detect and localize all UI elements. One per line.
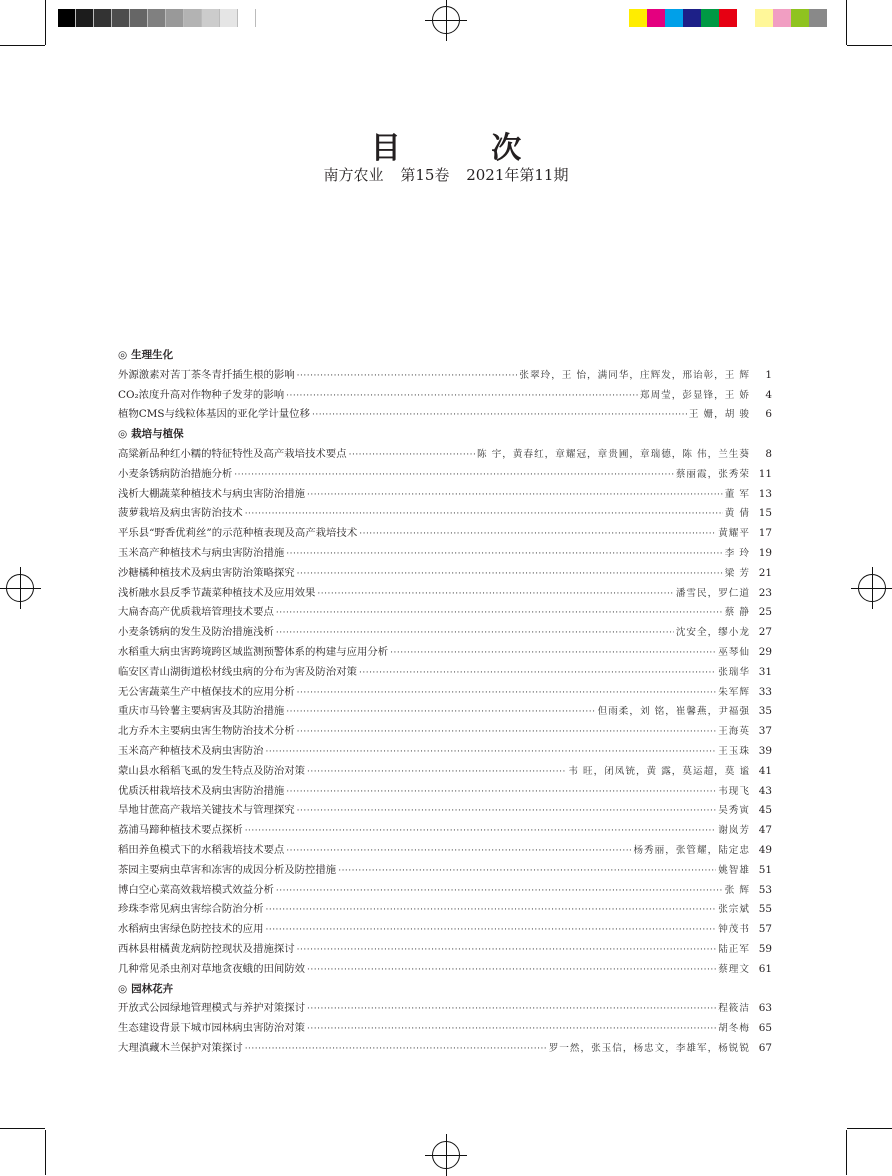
article-authors: 杨秀丽，张管耀，陆定忠 (633, 844, 750, 856)
dot-leader (286, 544, 723, 564)
color-swatch (809, 9, 827, 27)
toc-entry[interactable] (118, 524, 772, 544)
page-number: 33 (758, 685, 772, 698)
article-title: 无公害蔬菜生产中植保技术的应用分析 (118, 685, 295, 698)
gray-swatch (112, 9, 130, 27)
section-heading (118, 346, 772, 366)
dot-leader (265, 920, 716, 940)
article-authors: 程筱洁 (718, 1003, 750, 1015)
crop-mark (846, 1130, 847, 1175)
article-title: 茶园主要病虫草害和冻害的成因分析及防控措施 (118, 863, 337, 876)
article-title: 荔浦马蹄种植技术要点探析 (118, 824, 243, 837)
article-authors: 蔡理文 (718, 963, 750, 975)
crop-mark (45, 1130, 46, 1175)
dot-leader (297, 801, 717, 821)
article-title: 小麦条锈病防治措施分析 (118, 467, 233, 480)
article-authors: 朱军辉 (718, 686, 750, 698)
dot-leader (307, 960, 716, 980)
toc-entry[interactable] (118, 1019, 772, 1039)
registration-mark (6, 574, 34, 602)
gray-swatch (220, 9, 238, 27)
color-swatch (773, 9, 791, 27)
article-authors: 蔡丽霞，张秀荣 (675, 468, 750, 480)
dot-leader (307, 762, 566, 782)
toc-entry[interactable] (118, 405, 772, 425)
article-authors: 沈安全，缪小龙 (675, 627, 750, 639)
toc-entry[interactable] (118, 900, 772, 920)
dot-leader (317, 584, 673, 604)
page-number: 35 (758, 705, 772, 718)
section-heading (118, 980, 772, 1000)
page-number: 43 (758, 784, 772, 797)
toc-entry[interactable] (118, 940, 772, 960)
article-title: 西林县柑橘黄龙病防控现状及措施探讨 (118, 942, 295, 955)
page-number: 59 (758, 942, 772, 955)
gray-swatch (58, 9, 76, 27)
dot-leader (297, 564, 723, 584)
toc-entry[interactable] (118, 960, 772, 980)
gray-swatch (238, 9, 256, 27)
toc-entry[interactable] (118, 782, 772, 802)
article-authors: 黄耀平 (718, 528, 750, 540)
color-swatch (719, 9, 737, 27)
article-authors: 韦 旺，闭凤铳，黄 露，莫运超，莫 谧 (568, 765, 750, 777)
dot-leader (307, 999, 716, 1019)
article-authors: 蔡 静 (724, 607, 750, 619)
article-title: 水稻重大病虫害跨境跨区域监测预警体系的构建与应用分析 (118, 645, 389, 658)
dot-leader (265, 742, 716, 762)
article-title: 北方乔木主要病虫害生物防治技术分析 (118, 725, 295, 738)
registration-mark (432, 6, 460, 34)
dot-leader (297, 940, 717, 960)
article-title: 菠萝栽培及病虫害防治技术 (118, 507, 243, 520)
crop-mark (847, 45, 892, 46)
page-number: 61 (758, 962, 772, 975)
registration-mark (858, 574, 886, 602)
page-number: 57 (758, 923, 772, 936)
gray-swatch (166, 9, 184, 27)
toc-entry[interactable] (118, 623, 772, 643)
dot-leader (312, 405, 687, 425)
color-calibration-bar (629, 9, 827, 27)
page-number: 27 (758, 626, 772, 639)
page-title: 目 次 (370, 131, 562, 166)
article-authors: 钟茂书 (718, 924, 750, 936)
page-number: 29 (758, 645, 772, 658)
crop-mark (45, 0, 46, 45)
page-number: 67 (758, 1041, 772, 1054)
toc-entry[interactable] (118, 564, 772, 584)
article-authors: 王 姗，胡 骏 (688, 409, 750, 421)
color-swatch (665, 9, 683, 27)
dot-leader (297, 683, 717, 703)
toc-entry[interactable] (118, 881, 772, 901)
article-title: 大扁杏高产优质栽培管理技术要点 (118, 606, 274, 619)
toc-entry[interactable] (118, 999, 772, 1019)
crop-mark (847, 1128, 892, 1129)
toc-entry[interactable] (118, 722, 772, 742)
section-bullet-icon: ◎ (118, 982, 128, 995)
article-title: 优质沃柑栽培技术及病虫害防治措施 (118, 784, 285, 797)
article-authors: 王海英 (718, 726, 750, 738)
page-number: 8 (765, 447, 772, 460)
article-title: 高粱新品种红小糯的特征特性及高产栽培技术要点 (118, 447, 347, 460)
article-title: 外源激素对苦丁茶冬青扦插生根的影响 (118, 368, 295, 381)
article-authors: 张宗斌 (718, 904, 750, 916)
toc-entry[interactable] (118, 1039, 772, 1059)
dot-leader (245, 504, 723, 524)
toc-entry[interactable] (118, 861, 772, 881)
toc-entry[interactable] (118, 663, 772, 683)
article-title: 珍珠李常见病虫害综合防治分析 (118, 903, 264, 916)
article-authors: 张瑞华 (718, 666, 750, 678)
article-authors: 黄 倩 (724, 508, 750, 520)
article-authors: 姚智雄 (718, 864, 750, 876)
article-title: 几种常见杀虫剂对草地贪夜蛾的田间防效 (118, 962, 306, 975)
crop-mark (0, 45, 45, 46)
article-authors: 郑周莹，彭显锋，王 娇 (640, 389, 750, 401)
dot-leader (286, 782, 716, 802)
page-number: 49 (758, 843, 772, 856)
page-number: 23 (758, 586, 772, 599)
page-number: 25 (758, 606, 772, 619)
toc-entry[interactable] (118, 742, 772, 762)
page-number: 63 (758, 1002, 772, 1015)
article-title: 大理滇藏木兰保护对策探讨 (118, 1041, 243, 1054)
page-number: 45 (758, 804, 772, 817)
crop-mark (846, 0, 847, 45)
article-title: 开放式公园绿地管理模式与养护对策探讨 (118, 1002, 306, 1015)
page-number: 4 (765, 388, 772, 401)
article-authors: 董 军 (724, 488, 750, 500)
article-authors: 巫琴仙 (718, 646, 750, 658)
article-title: 沙糖橘种植技术及病虫害防治策略探究 (118, 566, 295, 579)
table-of-contents (118, 346, 772, 1059)
toc-entry[interactable] (118, 445, 772, 465)
article-title: 玉米高产种植技术及病虫害防治 (118, 744, 264, 757)
dot-leader (245, 821, 717, 841)
dot-leader (349, 445, 475, 465)
toc-entry[interactable] (118, 386, 772, 406)
page-number: 41 (758, 764, 772, 777)
toc-entry[interactable] (118, 465, 772, 485)
dot-leader (276, 603, 723, 623)
page-number: 65 (758, 1022, 772, 1035)
toc-entry[interactable] (118, 801, 772, 821)
page-number: 13 (758, 487, 772, 500)
section-bullet-icon: ◎ (118, 428, 128, 441)
dot-leader (276, 881, 723, 901)
article-title: 稻田养鱼模式下的水稻栽培技术要点 (118, 843, 285, 856)
dot-leader (286, 386, 638, 406)
toc-entry[interactable] (118, 504, 772, 524)
gray-swatch (148, 9, 166, 27)
dot-leader (359, 663, 716, 683)
toc-entry[interactable] (118, 366, 772, 386)
dot-leader (307, 1019, 716, 1039)
toc-entry[interactable] (118, 821, 772, 841)
crop-mark (0, 1128, 45, 1129)
article-title: 水稻病虫害绿色防控技术的应用 (118, 923, 264, 936)
page-number: 21 (758, 566, 772, 579)
page-number: 19 (758, 546, 772, 559)
section-name: 园林花卉 (131, 982, 174, 995)
article-title: 博白空心菜高效栽培模式效益分析 (118, 883, 274, 896)
page-number: 1 (765, 368, 772, 381)
toc-entry[interactable] (118, 584, 772, 604)
journal-issue-line (0, 164, 892, 185)
section-name: 生理生化 (131, 349, 174, 361)
article-authors: 李 玲 (724, 547, 750, 559)
article-title: 生态建设背景下城市园林病虫害防治对策 (118, 1022, 306, 1035)
dot-leader (297, 722, 717, 742)
dot-leader (265, 900, 716, 920)
toc-entry[interactable] (118, 920, 772, 940)
page-number: 31 (758, 665, 772, 678)
volume-label: 第15卷 (400, 166, 450, 184)
color-swatch (629, 9, 647, 27)
page-number: 37 (758, 725, 772, 738)
article-authors: 张 辉 (724, 884, 750, 896)
dot-leader (307, 485, 723, 505)
page-number: 11 (758, 467, 772, 480)
toc-entry[interactable] (118, 603, 772, 623)
section-heading (118, 425, 772, 445)
color-swatch (701, 9, 719, 27)
page-number: 53 (758, 883, 772, 896)
article-authors: 张翠玲，王 怡，满同华，庄辉发，邢诒彰，王 辉 (519, 369, 750, 381)
toc-entry[interactable] (118, 762, 772, 782)
article-title: 浅析大棚蔬菜种植技术与病虫害防治措施 (118, 487, 306, 500)
toc-entry[interactable] (118, 544, 772, 564)
gray-swatch (130, 9, 148, 27)
gray-swatch (76, 9, 94, 27)
article-title: 平乐县“野香优莉丝”的示范种植表现及高产栽培技术 (118, 527, 358, 540)
page-number: 51 (758, 863, 772, 876)
page-number: 6 (765, 408, 772, 421)
article-title: 小麦条锈病的发生及防治措施浅析 (118, 626, 274, 639)
page-number: 15 (758, 507, 772, 520)
color-swatch (791, 9, 809, 27)
toc-entry[interactable] (118, 683, 772, 703)
article-title: CO₂浓度升高对作物种子发芽的影响 (118, 388, 285, 401)
section-bullet-icon: ◎ (118, 349, 128, 361)
article-authors: 罗一然，张玉信，杨忠文，李雄军，杨锐锐 (548, 1042, 750, 1054)
dot-leader (338, 861, 716, 881)
dot-leader (286, 841, 631, 861)
dot-leader (390, 643, 716, 663)
color-swatch (683, 9, 701, 27)
section-name: 栽培与植保 (131, 428, 184, 441)
article-authors: 陆正军 (718, 943, 750, 955)
article-authors: 王玉珠 (718, 745, 750, 757)
color-swatch (755, 9, 773, 27)
article-title: 浅析融水县反季节蔬菜种植技术及应用效果 (118, 586, 316, 599)
article-authors: 潘雪民，罗仁道 (675, 587, 750, 599)
color-swatch (737, 9, 755, 27)
page-number: 39 (758, 744, 772, 757)
dot-leader (276, 623, 674, 643)
dot-leader (234, 465, 674, 485)
page-number: 17 (758, 527, 772, 540)
issue-label: 2021年第11期 (466, 166, 569, 184)
article-title: 临安区青山湖街道松材线虫病的分布为害及防治对策 (118, 665, 357, 678)
grayscale-calibration-bar (58, 9, 256, 27)
article-authors: 吴秀寅 (718, 805, 750, 817)
gray-swatch (94, 9, 112, 27)
article-authors: 韦现飞 (718, 785, 750, 797)
toc-entry[interactable] (118, 702, 772, 722)
toc-entry[interactable] (118, 485, 772, 505)
gray-swatch (184, 9, 202, 27)
gray-swatch (202, 9, 220, 27)
article-authors: 梁 芳 (724, 567, 750, 579)
dot-leader (359, 524, 716, 544)
article-authors: 陈 宇，黄春红，章耀冠，章贵圃，章瑞德，陈 伟，兰生葵 (477, 448, 750, 460)
dot-leader (245, 1039, 547, 1059)
article-title: 重庆市马铃薯主要病害及其防治措施 (118, 705, 285, 718)
registration-mark (432, 1141, 460, 1169)
article-title: 蒙山县水稻稻飞虱的发生特点及防治对策 (118, 764, 306, 777)
article-title: 旱地甘蔗高产栽培关键技术与管理探究 (118, 804, 295, 817)
dot-leader (297, 366, 518, 386)
article-authors: 谢岚芳 (718, 825, 750, 837)
article-authors: 但雨柔，刘 铭，崔馨燕，尹福强 (597, 706, 750, 718)
article-title: 植物CMS与线粒体基因的亚化学计量位移 (118, 408, 310, 421)
color-swatch (647, 9, 665, 27)
journal-name: 南方农业 (323, 166, 384, 184)
toc-entry[interactable] (118, 841, 772, 861)
dot-leader (286, 702, 595, 722)
toc-entry[interactable] (118, 643, 772, 663)
article-authors: 胡冬梅 (718, 1023, 750, 1035)
page-number: 55 (758, 903, 772, 916)
article-title: 玉米高产种植技术与病虫害防治措施 (118, 546, 285, 559)
page-number: 47 (758, 824, 772, 837)
